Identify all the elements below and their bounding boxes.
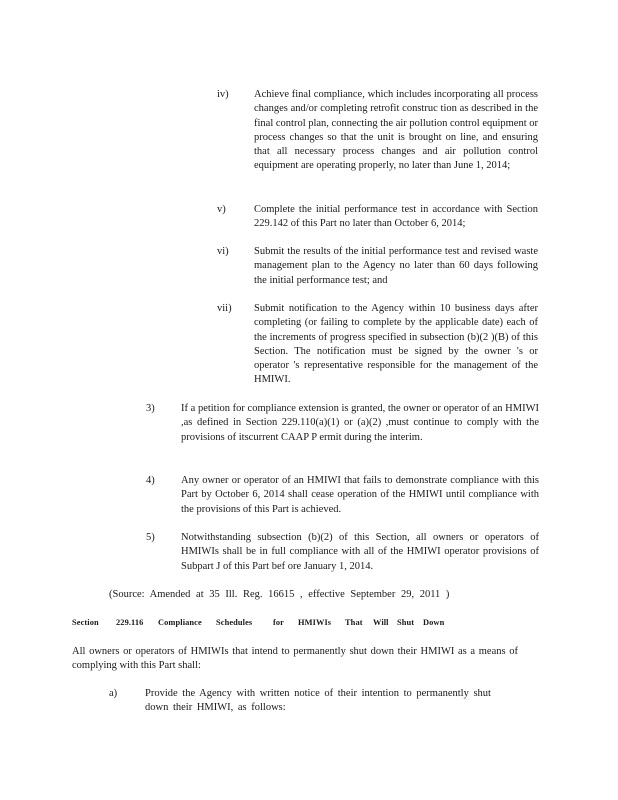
item-label: 5) bbox=[146, 532, 155, 543]
item-label: iv) bbox=[217, 89, 229, 100]
section-word: Section bbox=[72, 618, 99, 627]
item-label: v) bbox=[217, 204, 226, 215]
item-label: a) bbox=[109, 688, 118, 699]
intro-paragraph: All owners or operators of HMIWIs that intend to permanently shut down their HMIWI as a means of complying with this Part shall: bbox=[72, 646, 518, 672]
source-note: (Source: Amended at 35 Ill. Reg. 16615 , effective September 29, 2011 ) bbox=[109, 589, 450, 600]
item-label: vii) bbox=[217, 303, 232, 314]
item-text: Notwithstanding subsection (b)(2) of this Section, all owners or operators of HMIWIs shall be in full compliance with all of the HMIWI operator provisions of Subpart J of this Part bef ore January 1, 2014. bbox=[181, 532, 539, 572]
item-label: 4) bbox=[146, 475, 155, 486]
item-text: Submit the results of the initial performance test and revised waste management plan to the Agency no later than 60 days following the initial performance test; and bbox=[254, 246, 538, 286]
item-label: vi) bbox=[217, 246, 229, 257]
section-title-word: Compliance bbox=[158, 618, 202, 627]
item-text: Any owner or operator of an HMIWI that fails to demonstrate compliance with this Part by October 6, 2014 shall cease operation of the HMIWI until compliance with the provisions of this Part is achieved. bbox=[181, 475, 539, 515]
section-heading bbox=[72, 617, 452, 629]
item-label: 3) bbox=[146, 403, 155, 414]
section-title-word: Schedules bbox=[216, 618, 253, 627]
section-title-word: Down bbox=[423, 618, 445, 627]
item-text: Provide the Agency with written notice of their intention to permanently shut down their HMIWI, as follows: bbox=[145, 688, 491, 714]
section-title-word: HMIWIs bbox=[298, 618, 332, 627]
section-title-word: Shut bbox=[397, 618, 415, 627]
item-text: Submit notification to the Agency within 10 business days after completing (or failing to complete by the applicable date) each of the increments of progress specified in subsection (b)(2 )(B) of this Section. The notification must be signed by the owner 's or operator 's representative responsible for the management of the HMIWI. bbox=[254, 303, 538, 386]
section-title-word: That bbox=[345, 618, 363, 627]
section-title-word: Will bbox=[373, 618, 389, 627]
section-number: 229.116 bbox=[116, 618, 144, 627]
section-title-word: for bbox=[273, 618, 284, 627]
item-text: Achieve final compliance, which includes incorporating all process changes and/or completing retrofit construc tion as described in the final control plan, connecting the air pollution control equipment or process changes so that the unit is brought on line, and ensuring that all necessary process changes and air pollution control equipment are operating properly, no later than June 1, 2014; bbox=[254, 89, 539, 172]
item-text: Complete the initial performance test in accordance with Section 229.142 of this Part no later than October 6, 2014; bbox=[254, 204, 538, 230]
item-text: If a petition for compliance extension is granted, the owner or operator of an HMIWI ,as defined in Section 229.110(a)(1) or (a)(2) ,must continue to comply with the provisions of itscurrent CAAP P ermit during the interim. bbox=[181, 403, 539, 443]
